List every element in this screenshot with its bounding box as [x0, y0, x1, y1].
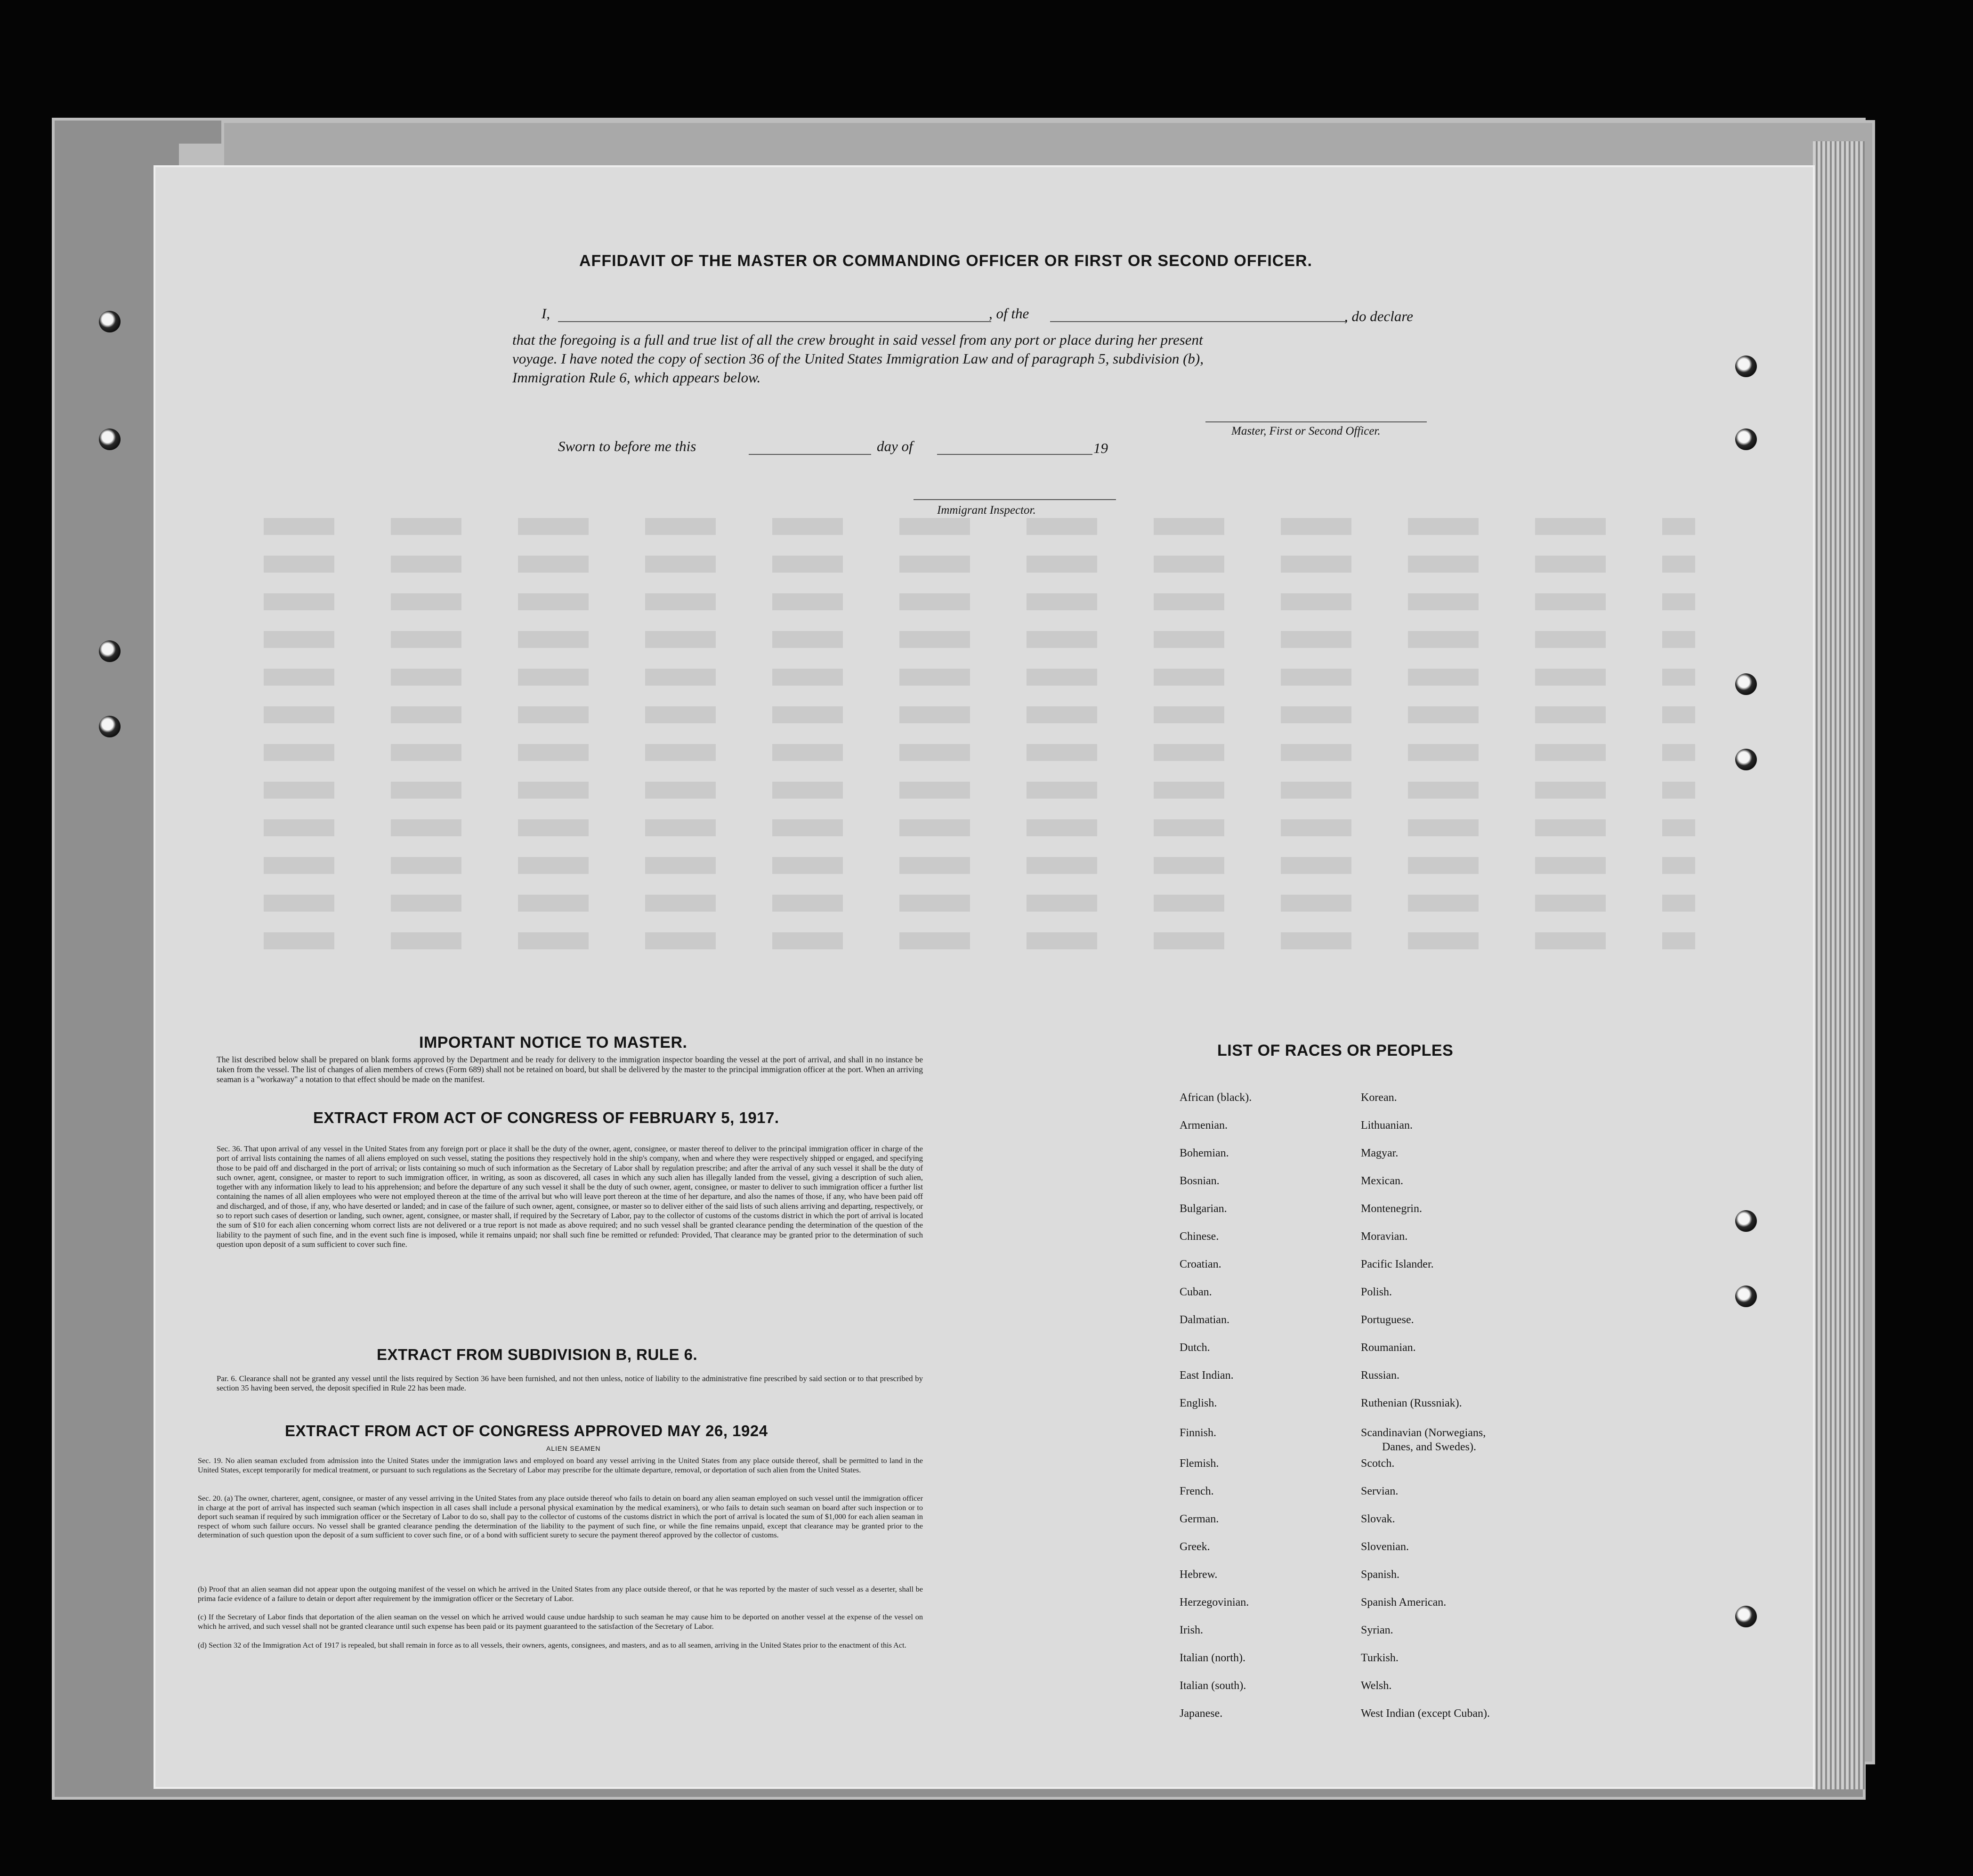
race-item: Italian (south).: [1180, 1680, 1246, 1692]
race-item: Armenian.: [1180, 1119, 1228, 1132]
race-item: Japanese.: [1180, 1707, 1223, 1720]
race-item: Chinese.: [1180, 1230, 1219, 1243]
race-item: Slovenian.: [1361, 1541, 1409, 1553]
bleed-through: [264, 932, 1695, 949]
name-line[interactable]: [558, 321, 991, 322]
binder-hole-icon: [1735, 1606, 1757, 1627]
binder-hole-icon: [1735, 1210, 1757, 1232]
inspector-signature-line[interactable]: [914, 499, 1116, 500]
race-item: African (black).: [1180, 1092, 1252, 1104]
binder-hole-icon: [1735, 1286, 1757, 1307]
race-item: Flemish.: [1180, 1457, 1219, 1470]
race-item: Finnish.: [1180, 1427, 1217, 1439]
page-edges: [1813, 141, 1865, 1789]
extract-1924-sec20c: (c) If the Secretary of Labor finds that deportation of the alien seaman on the vessel on which he arrived would cause undue hardship to such seaman he may cause him to be deported on another vessel at the expense of the vessel on which he arrived, and such vessel shall not be granted clearance until such expense has been paid or its payment guaranteed to the satisfaction of the Secretary of Labor.: [198, 1612, 923, 1631]
race-item: Bohemian.: [1180, 1147, 1229, 1159]
year-label: 19: [1093, 440, 1108, 456]
race-item: Spanish.: [1361, 1569, 1400, 1581]
race-item: Welsh.: [1361, 1680, 1392, 1692]
sworn-day-line[interactable]: [749, 454, 871, 455]
race-item: Mexican.: [1361, 1175, 1403, 1187]
rule-6-text: Par. 6. Clearance shall not be granted any vessel until the lists required by Section 36 have been furnished, and not then unless, notice of liability to the administrative fine prescribed by said section or to that prescribed by section 35 having been served, the deposit specified in Rule 22 has been made.: [217, 1374, 923, 1392]
master-signature-label: Master, First or Second Officer.: [1231, 425, 1381, 437]
binder-hole-icon: [99, 716, 121, 737]
extract-1924-subheading: ALIEN SEAMEN: [546, 1445, 601, 1452]
race-item: Ruthenian (Russniak).: [1361, 1397, 1462, 1409]
race-item: Lithuanian.: [1361, 1119, 1413, 1132]
i-label: I,: [542, 305, 550, 322]
race-item: Slovak.: [1361, 1513, 1395, 1525]
affidavit-title: AFFIDAVIT OF THE MASTER OR COMMANDING OFFICER OR FIRST OR SECOND OFFICER.: [579, 252, 1312, 270]
race-item: Herzegovinian.: [1180, 1596, 1249, 1609]
race-item: Roumanian.: [1361, 1342, 1416, 1354]
day-of-label: day of: [877, 438, 913, 454]
race-item: French.: [1180, 1485, 1214, 1497]
vessel-line[interactable]: [1050, 321, 1347, 322]
extract-1924-sec19: Sec. 19. No alien seaman excluded from admission into the United States under the immigration laws and employed on board any vessel arriving in the United States from any place outside thereof, shall be permitted to land in the United States, except temporarily for medical treatment, or pursuant to such regulations as the Secretary of Labor may prescribe for the ultimate departure, removal, or deportation of such alien from the United States.: [198, 1456, 923, 1474]
of-the-label: , of the: [989, 305, 1029, 322]
race-item-continuation: Danes, and Swedes).: [1382, 1441, 1476, 1453]
bleed-through: [264, 819, 1695, 836]
binder-hole-icon: [99, 429, 121, 450]
race-item: Turkish.: [1361, 1652, 1399, 1664]
race-item: Magyar.: [1361, 1147, 1399, 1159]
bleed-through: [264, 631, 1695, 648]
extract-1917-text: Sec. 36. That upon arrival of any vessel in the United States from any foreign port or place it shall be the duty of the owner, agent, consignee, or master thereof to deliver to the principal immigration officer in charge of the port of arrival lists containing the names of all aliens employed on such vessel, stating the positions they respectively hold in the ship's company, when and where they were respectively shipped or engaged, and specifying those to be paid off and discharged in the port of arrival; or lists containing so much of such information as the Secretary of Labor shall by regulation prescribe; and after the arrival of any such vessel it shall be the duty of such owner, agent, consignee, or master to report to such immigration officer, in writing, as soon as discovered, all cases in which any such alien has illegally landed from the vessel, giving a description of such alien, together with any information likely to lead to his apprehension; and before the departure of any such vessel it shall be the duty of such owner, agent, consignee, or master to deliver to such immigration officer a further list containing the names of all alien employees who were not employed thereon at the time of the arrival but who will leave port thereon at the time of her departure, and also the names of those, if any, who have been paid off and discharged, and of those, if any, who have deserted or landed; and in case of the failure of such owner, agent, consignee, or master so to deliver either of the said lists of such aliens arriving and departing, respectively, or so to report such cases of desertion or landing, such owner, agent, consignee, or master shall, if required by the Secretary of Labor, pay to the collector of customs of the customs district in which the port of arrival is located the sum of $10 for each alien concerning whom correct lists are not delivered or a true report is not made as above required; and no such vessel shall be granted clearance pending the determination of the question of the liability to the payment of such fine, and in the event such fine is imposed, while it remains unpaid; nor shall such fine be remitted or refunded: Provided, That clearance may be granted prior to the determination of such question upon deposit of a sum sufficient to cover such fine.: [217, 1144, 923, 1249]
race-item: Polish.: [1361, 1286, 1392, 1298]
binder-hole-icon: [1735, 749, 1757, 770]
bleed-through: [264, 782, 1695, 799]
sworn-label: Sworn to before me this: [558, 438, 696, 454]
races-heading: LIST OF RACES OR PEOPLES: [1217, 1042, 1454, 1059]
do-declare-label: , do declare: [1344, 308, 1414, 324]
master-signature-line[interactable]: [1205, 421, 1427, 422]
rule-6-heading: EXTRACT FROM SUBDIVISION B, RULE 6.: [377, 1346, 698, 1363]
race-item: Korean.: [1361, 1092, 1397, 1104]
bleed-through: [264, 669, 1695, 686]
binder-hole-icon: [1735, 356, 1757, 377]
race-item: English.: [1180, 1397, 1217, 1409]
bleed-through: [264, 857, 1695, 874]
race-item: Portuguese.: [1361, 1314, 1414, 1326]
binder-hole-icon: [99, 311, 121, 332]
affidavit-line-1: that the foregoing is a full and true list of all the crew brought in said vessel from any port or place during her present: [512, 332, 1203, 348]
race-item: Cuban.: [1180, 1286, 1212, 1298]
notice-heading: IMPORTANT NOTICE TO MASTER.: [419, 1034, 687, 1051]
race-item: German.: [1180, 1513, 1219, 1525]
bleed-through: [264, 895, 1695, 912]
race-item: East Indian.: [1180, 1369, 1234, 1382]
race-item: Servian.: [1361, 1485, 1399, 1497]
race-item: Spanish American.: [1361, 1596, 1447, 1609]
race-item: Montenegrin.: [1361, 1203, 1422, 1215]
bleed-through: [264, 556, 1695, 573]
race-item: Pacific Islander.: [1361, 1258, 1434, 1270]
race-item: Moravian.: [1361, 1230, 1408, 1243]
race-item: Syrian.: [1361, 1624, 1393, 1636]
binder-hole-icon: [99, 640, 121, 662]
affidavit-page: [155, 167, 1813, 1787]
race-item: Dalmatian.: [1180, 1314, 1229, 1326]
race-item: Hebrew.: [1180, 1569, 1218, 1581]
affidavit-line-3: Immigration Rule 6, which appears below.: [512, 369, 761, 386]
extract-1924-heading: EXTRACT FROM ACT OF CONGRESS APPROVED MAY 26, 1924: [285, 1422, 768, 1439]
extract-1917-heading: EXTRACT FROM ACT OF CONGRESS OF FEBRUARY 5, 1917.: [313, 1109, 779, 1126]
bleed-through: [264, 744, 1695, 761]
race-item: Bulgarian.: [1180, 1203, 1227, 1215]
race-item: Croatian.: [1180, 1258, 1221, 1270]
notice-text: The list described below shall be prepared on blank forms approved by the Department and be ready for delivery to the immigration inspector boarding the vessel at the port of arrival, and shall in no instance be taken from the vessel. The list of changes of alien members of crews (Form 689) shall not be retained on board, but shall be delivered by the master to the principal immigration officer at the port. When an arriving seaman is a "workaway" a notation to that effect should be made on the manifest.: [217, 1055, 923, 1084]
extract-1924-sec20b: (b) Proof that an alien seaman did not appear upon the outgoing manifest of the vessel on which he arrived in the United States from any place outside thereof, or that he was reported by the master of such vessel as a deserter, shall be prima facie evidence of a failure to detain or deport after requirement by the immigration officer or the Secretary of Labor.: [198, 1585, 923, 1603]
binder-hole-icon: [1735, 673, 1757, 695]
bleed-through: [264, 593, 1695, 610]
race-item: Irish.: [1180, 1624, 1203, 1636]
race-item: Greek.: [1180, 1541, 1210, 1553]
race-item: West Indian (except Cuban).: [1361, 1707, 1490, 1720]
binder-hole-icon: [1735, 429, 1757, 450]
race-item: Scotch.: [1361, 1457, 1395, 1470]
race-item: Dutch.: [1180, 1342, 1210, 1354]
sworn-month-line[interactable]: [937, 454, 1092, 455]
inspector-label: Immigrant Inspector.: [937, 504, 1036, 517]
race-item: Bosnian.: [1180, 1175, 1220, 1187]
bleed-through: [264, 706, 1695, 723]
affidavit-line-2: voyage. I have noted the copy of section 36 of the United States Immigration Law and of paragraph 5, subdivision (b),: [512, 350, 1204, 367]
race-item: Russian.: [1361, 1369, 1400, 1382]
bleed-through: [264, 518, 1695, 535]
extract-1924-sec20d: (d) Section 32 of the Immigration Act of 1917 is repealed, but shall remain in force as to all vessels, their owners, agents, consignees, and masters, and as to all seamen, arriving in the United States prior to the enactment of this Act.: [198, 1641, 906, 1650]
extract-1924-sec20a: Sec. 20. (a) The owner, charterer, agent, consignee, or master of any vessel arriving in the United States from any place outside thereof who fails to detain on board any alien seaman employed on such vessel until the immigration officer in charge at the port of arrival has inspected such seaman (which inspection in all cases shall include a personal physical examination by the medical examiners), or who fails to detain such seaman on board after such inspection or to deport such seaman if required by such immigration officer or the Secretary of Labor to do so, shall pay to the collector of customs of the customs district in which the port of arrival is located the sum of $1,000 for each alien seaman in respect of whom such failure occurs. No vessel shall be granted clearance pending the determination of the liability to the payment of such fine, or while the fine remains unpaid, except that clearance may be granted prior to the determination of such question upon the deposit of a sum sufficient to cover such fine, or of a bond with sufficient surety to secure the payment thereof approved by the collector of customs.: [198, 1494, 923, 1539]
race-item: Italian (north).: [1180, 1652, 1245, 1664]
race-item: Scandinavian (Norwegians,: [1361, 1427, 1486, 1439]
